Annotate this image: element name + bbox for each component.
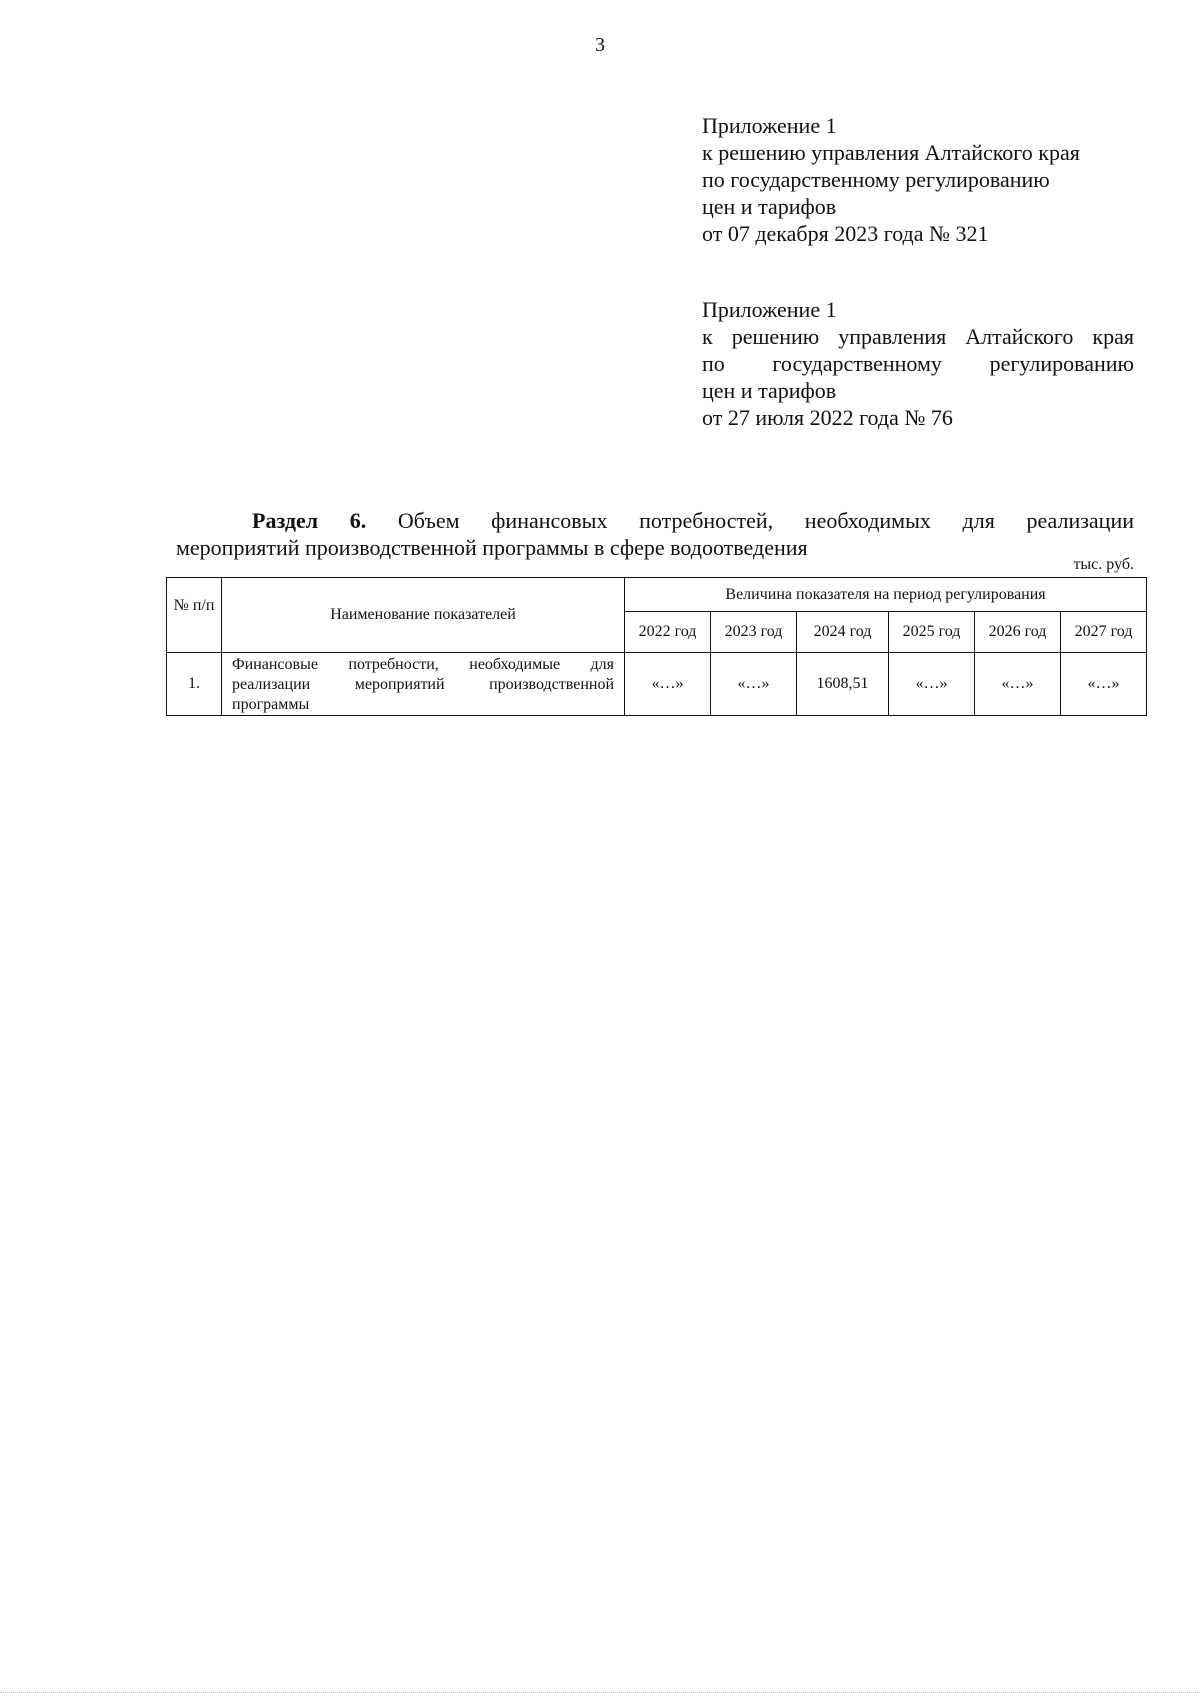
- units-label: тыс. руб.: [1073, 556, 1134, 573]
- appendix-line: от 07 декабря 2023 года № 321: [702, 221, 989, 246]
- section-title-line-2: мероприятий производственной программы в сфере водоотведения: [176, 535, 808, 560]
- appendix-line: от 27 июля 2022 года № 76: [702, 405, 953, 430]
- header-year: 2023 год: [711, 612, 797, 653]
- row-value: «…»: [1061, 653, 1147, 716]
- appendix-line: к решению управления Алтайского края: [702, 324, 1134, 349]
- row-value: «…»: [975, 653, 1061, 716]
- appendix-line: цен и тарифов: [702, 378, 837, 403]
- appendix-line: цен и тарифов: [702, 194, 837, 219]
- header-name: Наименование показателей: [222, 578, 625, 653]
- header-num: [167, 578, 222, 653]
- section-title-line-1: [176, 507, 1134, 534]
- row-value: «…»: [889, 653, 975, 716]
- row-num: 1.: [167, 653, 222, 716]
- header-year: 2022 год: [625, 612, 711, 653]
- page-number: 3: [595, 34, 605, 56]
- section-title-text: Объем финансовых потребностей, необходимых для реализации: [397, 508, 1134, 533]
- table-header-row: [167, 578, 1147, 612]
- header-year: 2026 год: [975, 612, 1061, 653]
- appendix-line: к решению управления Алтайского края: [702, 140, 1080, 165]
- page-bottom-edge: [0, 1692, 1200, 1693]
- appendix-line: Приложение 1: [702, 297, 837, 322]
- appendix-line: по государственному регулированию: [702, 351, 1134, 376]
- section-title: [176, 507, 1134, 561]
- financial-needs-table: [166, 577, 1147, 716]
- header-period-group: Величина показателя на период регулирования: [625, 578, 1147, 612]
- appendix-line: по государственному регулированию: [702, 167, 1050, 192]
- row-value: «…»: [711, 653, 797, 716]
- row-value: 1608,51: [797, 653, 889, 716]
- appendix-block-original: [702, 296, 1134, 431]
- row-name: Финансовые потребности, необходимые для реализации мероприятий производственной программы: [222, 653, 625, 716]
- table-row: [167, 653, 1147, 716]
- header-year: 2027 год: [1061, 612, 1147, 653]
- appendix-block-current: [702, 112, 1134, 247]
- header-year: 2025 год: [889, 612, 975, 653]
- header-num-text: № п/п: [173, 597, 215, 614]
- header-year: 2024 год: [797, 612, 889, 653]
- row-value: «…»: [625, 653, 711, 716]
- section-label: Раздел 6.: [252, 508, 367, 533]
- appendix-line: Приложение 1: [702, 113, 837, 138]
